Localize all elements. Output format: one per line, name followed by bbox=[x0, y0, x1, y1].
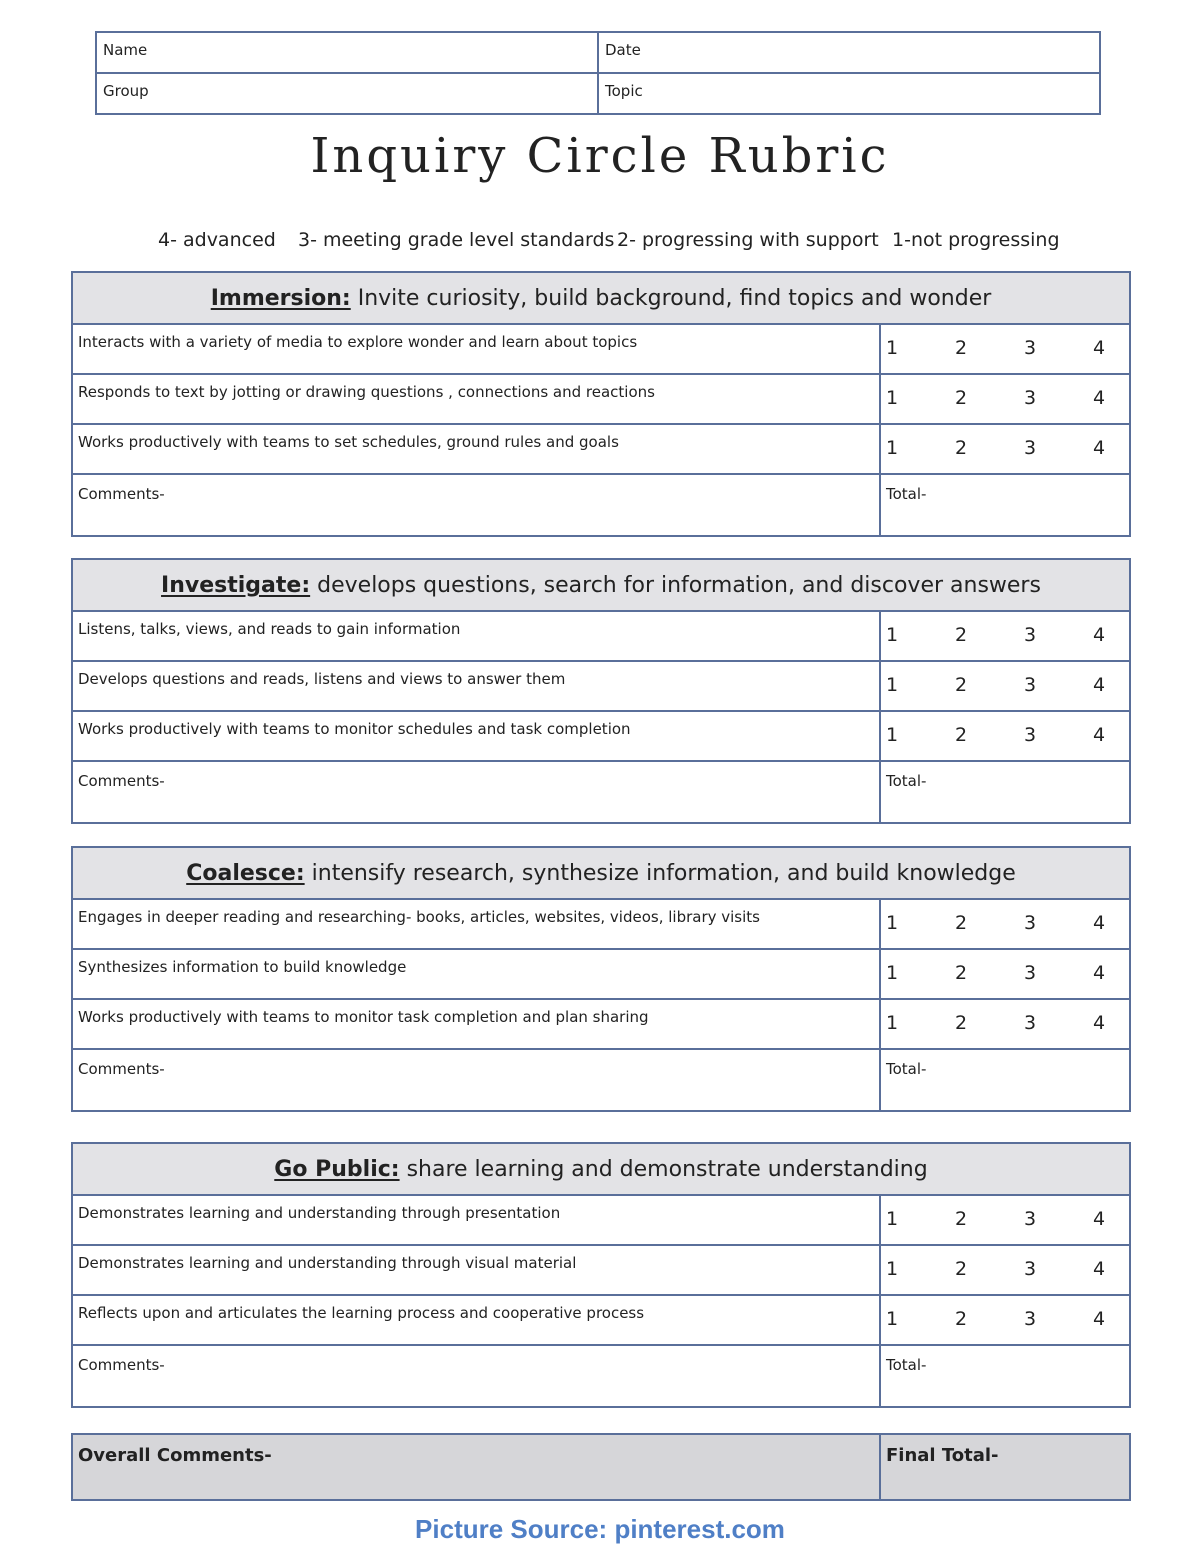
scale-2: 2- progressing with support bbox=[617, 229, 879, 251]
score-2[interactable]: 2 bbox=[955, 1308, 968, 1330]
section-header bbox=[73, 1144, 1129, 1196]
score-1[interactable]: 1 bbox=[886, 912, 899, 934]
score-4[interactable]: 4 bbox=[1093, 624, 1106, 646]
criterion-row bbox=[73, 375, 1129, 425]
score-options bbox=[881, 425, 1129, 473]
total-field[interactable]: Total- bbox=[886, 1060, 927, 1078]
score-2[interactable]: 2 bbox=[955, 437, 968, 459]
criterion-row bbox=[73, 712, 1129, 762]
score-2[interactable]: 2 bbox=[955, 674, 968, 696]
score-3[interactable]: 3 bbox=[1024, 1258, 1037, 1280]
scale-3: 3- meeting grade level standards bbox=[298, 229, 615, 251]
score-4[interactable]: 4 bbox=[1093, 1308, 1106, 1330]
section-name: Investigate: bbox=[161, 573, 311, 598]
section-description: share learning and demonstrate understanding bbox=[399, 1157, 928, 1182]
score-3[interactable]: 3 bbox=[1024, 337, 1037, 359]
total-field[interactable]: Total- bbox=[886, 485, 927, 503]
comments-field[interactable]: Comments- bbox=[73, 1050, 881, 1110]
score-3[interactable]: 3 bbox=[1024, 387, 1037, 409]
score-3[interactable]: 3 bbox=[1024, 1012, 1037, 1034]
score-options bbox=[881, 950, 1129, 998]
section-header bbox=[73, 560, 1129, 612]
score-1[interactable]: 1 bbox=[886, 337, 899, 359]
score-2[interactable]: 2 bbox=[955, 387, 968, 409]
total-field[interactable]: Total- bbox=[886, 772, 927, 790]
score-3[interactable]: 3 bbox=[1024, 1308, 1037, 1330]
score-1[interactable]: 1 bbox=[886, 1208, 899, 1230]
score-options bbox=[881, 1000, 1129, 1048]
score-2[interactable]: 2 bbox=[955, 912, 968, 934]
comments-field[interactable]: Comments- bbox=[73, 762, 881, 822]
score-1[interactable]: 1 bbox=[886, 962, 899, 984]
comments-field[interactable]: Comments- bbox=[73, 475, 881, 535]
final-total-field[interactable]: Final Total- bbox=[886, 1445, 999, 1466]
criterion-text: Reflects upon and articulates the learning process and cooperative process bbox=[73, 1296, 881, 1344]
score-4[interactable]: 4 bbox=[1093, 1258, 1106, 1280]
score-3[interactable]: 3 bbox=[1024, 724, 1037, 746]
score-scale-legend bbox=[0, 229, 1200, 259]
page-title: Inquiry Circle Rubric bbox=[310, 128, 890, 184]
criterion-row bbox=[73, 612, 1129, 662]
score-options bbox=[881, 325, 1129, 373]
overall-comments-field[interactable]: Overall Comments- bbox=[73, 1435, 881, 1499]
section-header bbox=[73, 848, 1129, 900]
comments-row bbox=[73, 762, 1129, 822]
date-label: Date bbox=[605, 41, 641, 59]
criterion-text: Demonstrates learning and understanding through visual material bbox=[73, 1246, 881, 1294]
group-label: Group bbox=[103, 82, 149, 100]
score-2[interactable]: 2 bbox=[955, 337, 968, 359]
score-options bbox=[881, 375, 1129, 423]
section-coalesce bbox=[71, 846, 1131, 1112]
picture-source-caption: Picture Source: pinterest.com bbox=[415, 1514, 785, 1544]
score-3[interactable]: 3 bbox=[1024, 912, 1037, 934]
score-3[interactable]: 3 bbox=[1024, 1208, 1037, 1230]
topic-label: Topic bbox=[605, 82, 643, 100]
score-options bbox=[881, 900, 1129, 948]
score-1[interactable]: 1 bbox=[886, 724, 899, 746]
score-1[interactable]: 1 bbox=[886, 437, 899, 459]
score-4[interactable]: 4 bbox=[1093, 1208, 1106, 1230]
criterion-row bbox=[73, 425, 1129, 475]
score-options bbox=[881, 712, 1129, 760]
comments-field[interactable]: Comments- bbox=[73, 1346, 881, 1406]
score-options bbox=[881, 1296, 1129, 1344]
score-2[interactable]: 2 bbox=[955, 624, 968, 646]
criterion-text: Works productively with teams to monitor task completion and plan sharing bbox=[73, 1000, 881, 1048]
score-4[interactable]: 4 bbox=[1093, 962, 1106, 984]
score-1[interactable]: 1 bbox=[886, 387, 899, 409]
score-3[interactable]: 3 bbox=[1024, 624, 1037, 646]
score-2[interactable]: 2 bbox=[955, 962, 968, 984]
overall-row bbox=[71, 1433, 1131, 1501]
criterion-text: Develops questions and reads, listens and views to answer them bbox=[73, 662, 881, 710]
criterion-row bbox=[73, 325, 1129, 375]
student-info-table bbox=[95, 31, 1101, 115]
score-1[interactable]: 1 bbox=[886, 1308, 899, 1330]
section-go-public bbox=[71, 1142, 1131, 1408]
topic-field[interactable] bbox=[598, 73, 1100, 114]
score-4[interactable]: 4 bbox=[1093, 337, 1106, 359]
score-3[interactable]: 3 bbox=[1024, 962, 1037, 984]
scale-4: 4- advanced bbox=[158, 229, 276, 251]
criterion-row bbox=[73, 1000, 1129, 1050]
criterion-row bbox=[73, 950, 1129, 1000]
section-name: Coalesce: bbox=[186, 861, 305, 886]
comments-row bbox=[73, 475, 1129, 535]
criterion-text: Works productively with teams to monitor schedules and task completion bbox=[73, 712, 881, 760]
comments-row bbox=[73, 1346, 1129, 1406]
score-4[interactable]: 4 bbox=[1093, 387, 1106, 409]
criterion-row bbox=[73, 900, 1129, 950]
criterion-text: Synthesizes information to build knowledge bbox=[73, 950, 881, 998]
section-description: intensify research, synthesize information, and build knowledge bbox=[304, 861, 1016, 886]
total-field[interactable]: Total- bbox=[886, 1356, 927, 1374]
group-field[interactable] bbox=[96, 73, 598, 114]
score-options bbox=[881, 1246, 1129, 1294]
criterion-text: Interacts with a variety of media to explore wonder and learn about topics bbox=[73, 325, 881, 373]
score-options bbox=[881, 612, 1129, 660]
section-name: Go Public: bbox=[274, 1157, 400, 1182]
score-2[interactable]: 2 bbox=[955, 1208, 968, 1230]
criterion-text: Listens, talks, views, and reads to gain information bbox=[73, 612, 881, 660]
score-4[interactable]: 4 bbox=[1093, 437, 1106, 459]
comments-row bbox=[73, 1050, 1129, 1110]
score-2[interactable]: 2 bbox=[955, 1258, 968, 1280]
name-label: Name bbox=[103, 41, 148, 59]
score-4[interactable]: 4 bbox=[1093, 912, 1106, 934]
score-3[interactable]: 3 bbox=[1024, 437, 1037, 459]
name-field[interactable] bbox=[96, 32, 598, 73]
criterion-row bbox=[73, 1296, 1129, 1346]
score-1[interactable]: 1 bbox=[886, 674, 899, 696]
score-2[interactable]: 2 bbox=[955, 1012, 968, 1034]
criterion-row bbox=[73, 1246, 1129, 1296]
section-name: Immersion: bbox=[210, 286, 351, 311]
criterion-text: Demonstrates learning and understanding through presentation bbox=[73, 1196, 881, 1244]
score-1[interactable]: 1 bbox=[886, 1258, 899, 1280]
criterion-text: Engages in deeper reading and researching- books, articles, websites, videos, library visits bbox=[73, 900, 881, 948]
score-1[interactable]: 1 bbox=[886, 624, 899, 646]
score-options bbox=[881, 662, 1129, 710]
section-header bbox=[73, 273, 1129, 325]
score-options bbox=[881, 1196, 1129, 1244]
section-description: Invite curiosity, build background, find topics and wonder bbox=[350, 286, 992, 311]
criterion-text: Works productively with teams to set schedules, ground rules and goals bbox=[73, 425, 881, 473]
date-field[interactable] bbox=[598, 32, 1100, 73]
criterion-text: Responds to text by jotting or drawing questions , connections and reactions bbox=[73, 375, 881, 423]
scale-1: 1-not progressing bbox=[892, 229, 1060, 251]
score-4[interactable]: 4 bbox=[1093, 724, 1106, 746]
criterion-row bbox=[73, 1196, 1129, 1246]
score-4[interactable]: 4 bbox=[1093, 1012, 1106, 1034]
section-investigate bbox=[71, 558, 1131, 824]
section-description: develops questions, search for information, and discover answers bbox=[310, 573, 1041, 598]
section-immersion bbox=[71, 271, 1131, 537]
score-4[interactable]: 4 bbox=[1093, 674, 1106, 696]
score-2[interactable]: 2 bbox=[955, 724, 968, 746]
score-3[interactable]: 3 bbox=[1024, 674, 1037, 696]
criterion-row bbox=[73, 662, 1129, 712]
score-1[interactable]: 1 bbox=[886, 1012, 899, 1034]
